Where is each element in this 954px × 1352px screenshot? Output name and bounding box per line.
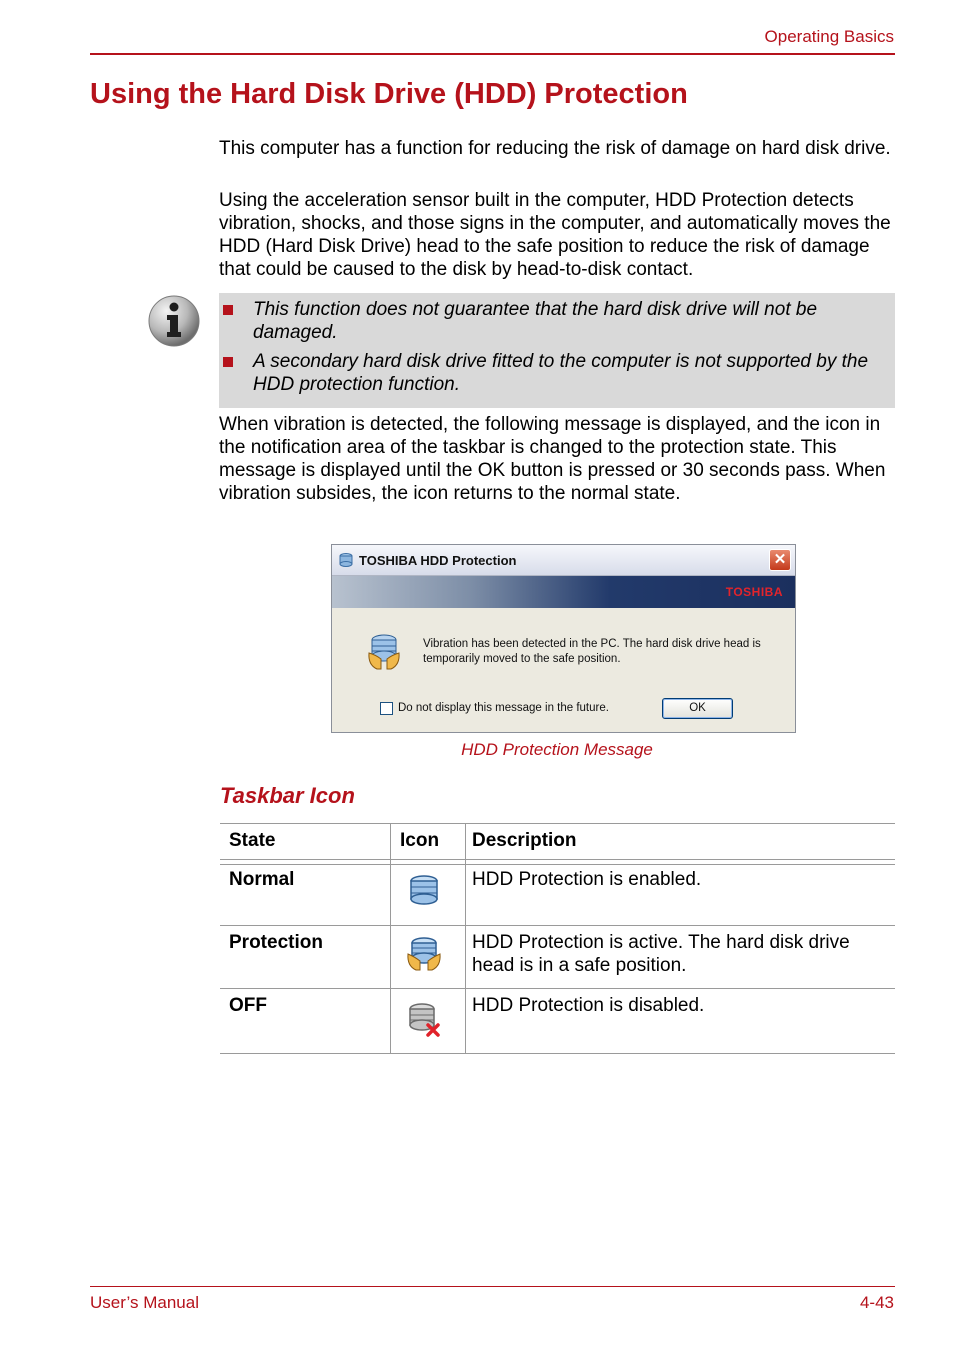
state-cell: OFF	[229, 995, 267, 1016]
dialog-titlebar	[332, 545, 795, 576]
hdd-protection-dialog	[331, 544, 796, 733]
figure-caption: HDD Protection Message	[461, 740, 653, 759]
column-divider	[465, 823, 466, 1054]
description-cell: HDD Protection is active. The hard disk drive head is in a safe position.	[472, 932, 850, 976]
bullet-square	[223, 305, 233, 315]
state-cell: Protection	[229, 932, 323, 953]
table-rule	[220, 925, 895, 926]
running-header: Operating Basics	[764, 27, 894, 46]
section-heading: Taskbar Icon	[220, 783, 355, 808]
description-cell: HDD Protection is disabled.	[472, 995, 705, 1016]
hdd-normal-icon	[406, 873, 442, 909]
page-title: Using the Hard Disk Drive (HDD) Protection	[90, 78, 688, 110]
note-box: This function does not guarantee that the hard disk drive will not be damaged. A secondary hard disk drive fitted to the computer is not supported by the HDD protection function.	[219, 293, 895, 408]
table-rule	[220, 823, 895, 824]
header-description: Description	[472, 830, 577, 851]
hdd-off-icon	[406, 1001, 442, 1037]
footer-manual-label: User’s Manual	[90, 1293, 199, 1312]
bullet-square	[223, 357, 233, 367]
hdd-protection-icon	[406, 936, 442, 972]
ok-button[interactable]: OK	[662, 698, 733, 719]
dialog-banner	[332, 576, 795, 608]
table-rule	[220, 1053, 895, 1054]
do-not-display-checkbox[interactable]	[380, 702, 393, 715]
description-cell: HDD Protection is enabled.	[472, 869, 702, 890]
info-icon	[147, 294, 201, 348]
hdd-protection-icon	[366, 633, 402, 671]
table-rule	[220, 859, 895, 860]
header-rule	[90, 53, 895, 55]
dialog-title: TOSHIBA HDD Protection	[359, 553, 517, 568]
page-number: 4-43	[859, 1293, 894, 1312]
taskbar-icon-table	[220, 823, 895, 1054]
intro-paragraph: This computer has a function for reducing the risk of damage on hard disk drive.	[219, 138, 891, 159]
header-state: State	[229, 830, 276, 851]
column-divider	[390, 823, 391, 1054]
toshiba-logo: TOSHIBA	[725, 585, 783, 599]
sensor-paragraph: Using the acceleration sensor built in the computer, HDD Protection detects vibration, shocks, and those signs in the computer, and automatically moves the HDD (Hard Disk Drive) head to the safe position to reduce the risk of damage that could be caused to the disk by head-to-disk contact.	[219, 190, 891, 280]
table-rule	[220, 864, 895, 865]
footer-rule	[90, 1286, 895, 1287]
hdd-app-icon	[338, 552, 354, 568]
table-rule	[220, 988, 895, 989]
close-button[interactable]: ✕	[769, 549, 791, 571]
dialog-message: Vibration has been detected in the PC. The hard disk drive head is temporarily moved to the safe position.	[423, 638, 761, 665]
vibration-paragraph: When vibration is detected, the following message is displayed, and the icon in the notification area of the taskbar is changed to the protection state. This message is displayed until the OK button is pressed or 30 seconds pass. When vibration subsides, the icon returns to the normal state.	[219, 414, 886, 504]
header-icon: Icon	[400, 830, 440, 851]
state-cell: Normal	[229, 869, 295, 890]
checkbox-label[interactable]: Do not display this message in the future.	[398, 702, 609, 714]
